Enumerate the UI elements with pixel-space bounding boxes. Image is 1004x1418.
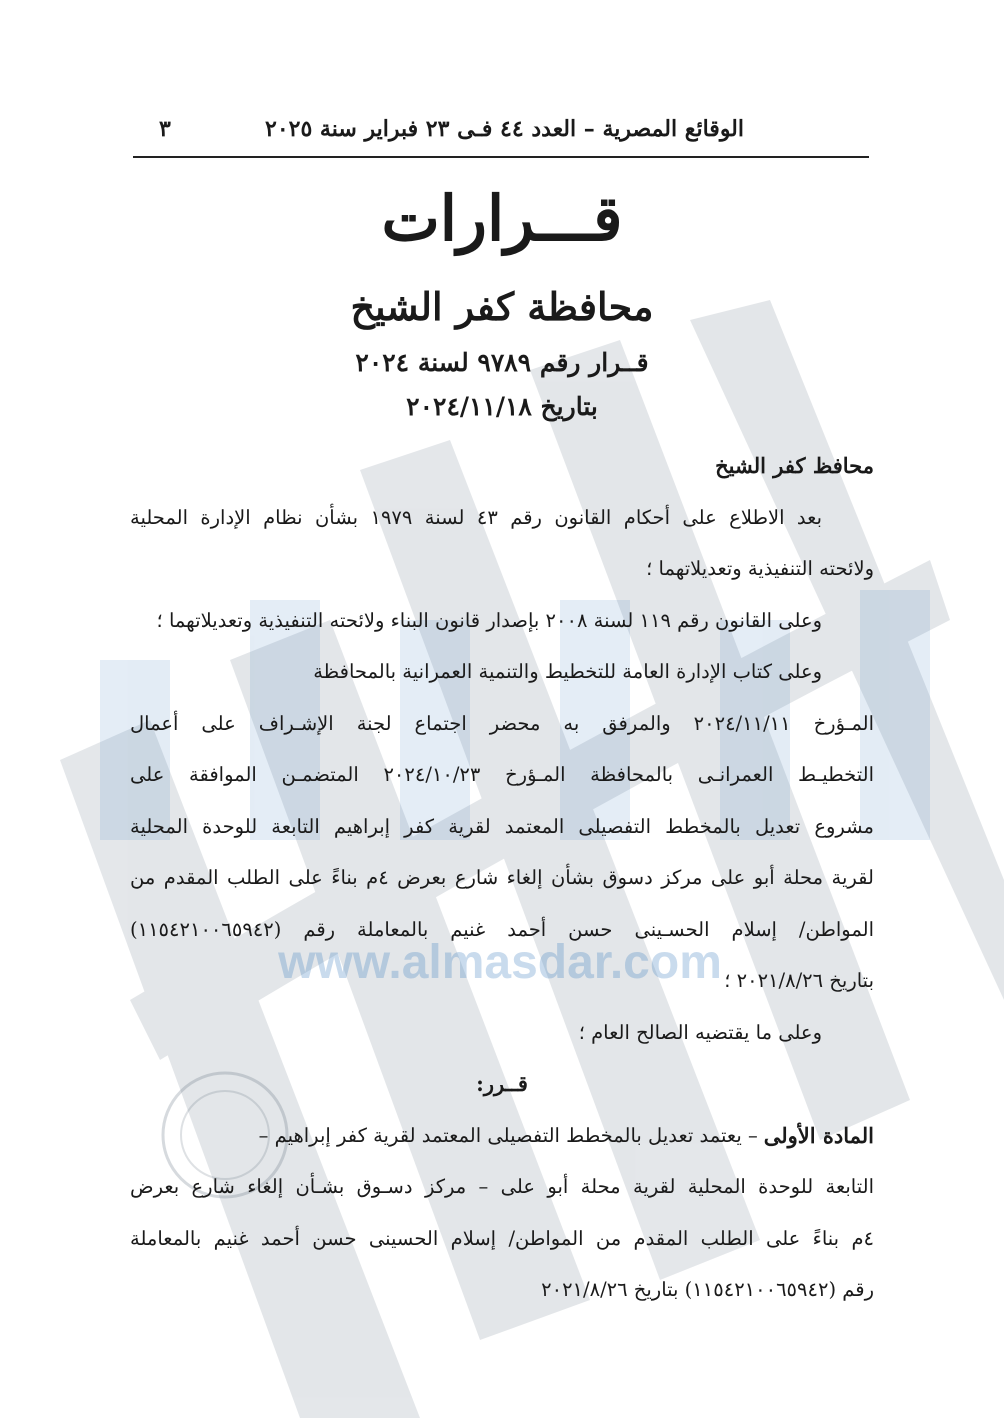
governorate-heading: محافظة كفر الشيخ [350, 284, 654, 329]
paragraph-line: ولائحته التنفيذية وتعديلاتهما ؛ [646, 557, 874, 580]
decree-body [130, 440, 874, 1316]
paragraph-line: مشروع تعديل بالمخطط التفصيلى المعتمد لقرية كفر إبراهيم التابعة للوحدة المحلية [130, 814, 874, 838]
page-header [133, 112, 869, 158]
paragraph-line: التخطيـط العمرانـى بالمحافظة المـؤرخ ٢٠٢٤/١٠/٢٣ المتضمـن الموافقة على [130, 763, 874, 786]
article-line: التابعة للوحدة المحلية لقرية محلة أبو على – مركز دسـوق بشـأن إلغاء شارع بعرض [130, 1175, 874, 1198]
paragraph-line: المـؤرخ ٢٠٢٤/١١/١١ والمرفق به محضر اجتماع لجنة الإشـراف على أعمال [130, 711, 874, 735]
decree-number: قــرار رقم ٩٧٨٩ لسنة ٢٠٢٤ [355, 348, 649, 377]
paragraph-line: المواطن/ إسلام الحسـينى حسن أحمد غنيم بالمعاملة رقم (١١٥٤٢١٠٠٦٥٩٤٢) [130, 917, 874, 941]
header-title: الوقائع المصرية – العدد ٤٤ فـى ٢٣ فبراير سنة ٢٠٢٥ [265, 116, 744, 142]
article-label: المادة الأولى [763, 1122, 874, 1148]
paragraph-line: وعلى ما يقتضيه الصالح العام ؛ [578, 1020, 822, 1044]
decided-heading: قــرر: [476, 1071, 528, 1096]
paragraph-line: بعد الاطلاع على أحكام القانون رقم ٤٣ لسنة ١٩٧٩ بشأن نظام الإدارة المحلية [130, 505, 822, 529]
decree-date: بتاريخ ٢٠٢٤/١١/١٨ [406, 392, 598, 421]
page-number: ٣ [159, 116, 171, 142]
paragraph-line: بتاريخ ٢٠٢١/٨/٢٦ ؛ [724, 969, 874, 992]
article-line: المادة الأولى – يعتمد تعديل بالمخطط التفصيلى المعتمد لقرية كفر إبراهيم – [130, 1110, 874, 1162]
paragraph-line: لقرية محلة أبو على مركز دسوق بشأن إلغاء شارع بعرض ٤م بناءً على الطلب المقدم من [130, 866, 874, 889]
paragraph-line: وعلى القانون رقم ١١٩ لسنة ٢٠٠٨ بإصدار قانون البناء ولائحته التنفيذية وتعديلاتهما ؛ [156, 608, 822, 632]
governor-title: محافظ كفر الشيخ [715, 453, 874, 478]
watermark-url: www.almasdar.com [278, 936, 722, 989]
article-line: ٤م بناءً على الطلب المقدم من المواطن/ إسلام الحسينى حسن أحمد غنيم بالمعاملة [130, 1226, 874, 1250]
main-heading: قـــرارات [381, 182, 623, 255]
paragraph-line: وعلى كتاب الإدارة العامة للتخطيط والتنمية العمرانية بالمحافظة [313, 660, 822, 683]
article-line: رقم (١١٥٤٢١٠٠٦٥٩٤٢) بتاريخ ٢٠٢١/٨/٢٦ [541, 1278, 874, 1301]
